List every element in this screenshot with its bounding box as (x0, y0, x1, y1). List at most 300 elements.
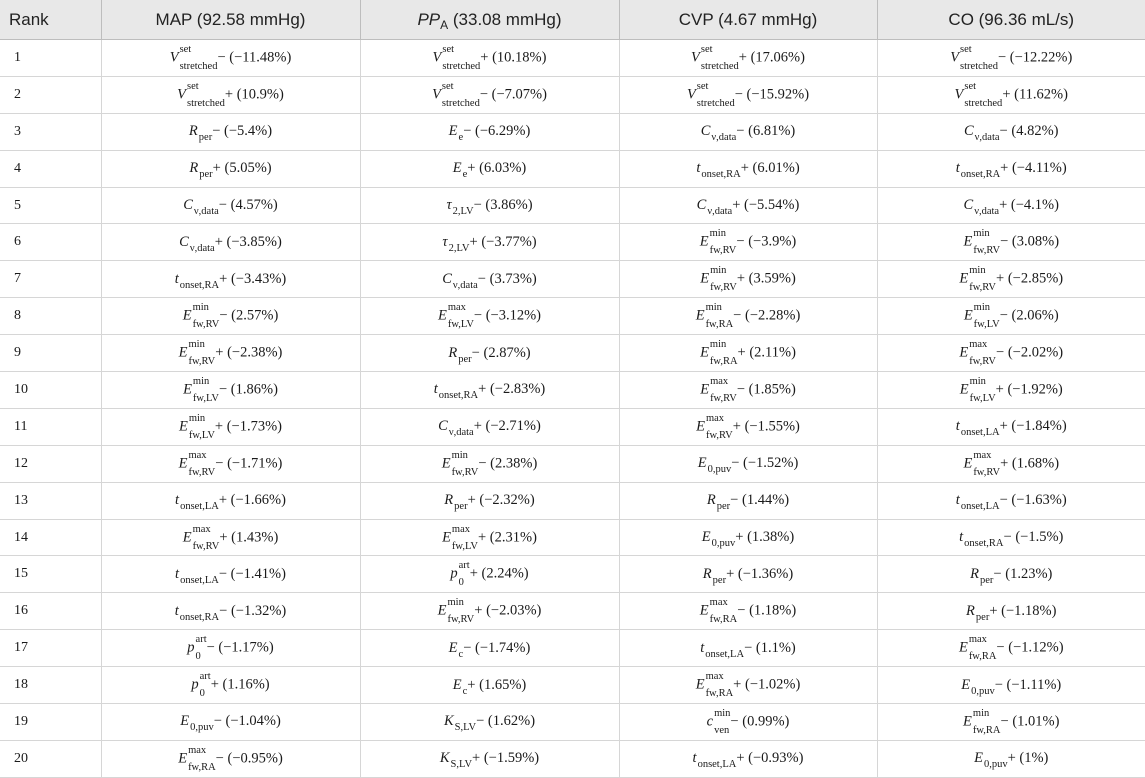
parameter-scripts (188, 339, 216, 368)
rank-cell: 6 (0, 224, 101, 261)
cell-cvp (619, 150, 877, 187)
parameter-subscript: onset,RA (960, 169, 1001, 181)
perturbation-sign: − (737, 602, 746, 619)
table-row (0, 445, 1145, 482)
table-row (0, 519, 1145, 556)
parameter-subscript: fw,RA (188, 761, 216, 773)
parameter-symbol: E (441, 455, 451, 472)
parameter-subscript: fw,LV (188, 429, 215, 441)
perturbation-sign: − (477, 270, 486, 287)
parameter-scripts (710, 375, 737, 404)
parameter-symbol: t (955, 160, 960, 177)
percent-change: (−3.77%) (481, 233, 537, 250)
perturbation-sign: − (212, 123, 221, 140)
parameter-symbol: E (958, 639, 968, 656)
perturbation-sign: − (215, 455, 224, 472)
parameter-subscript: 0,puv (707, 464, 732, 476)
percent-change: (1.18%) (749, 602, 797, 619)
parameter-subscript: per (198, 132, 213, 144)
parameter-symbol: E (442, 528, 451, 545)
parameter-subscript: fw,RV (188, 466, 216, 478)
percent-change: (−15.92%) (746, 86, 810, 103)
parameter-symbol: E (696, 418, 705, 435)
percent-change: (2.38%) (490, 455, 538, 472)
parameter-subscript: fw,RA (709, 614, 738, 626)
cell-co (877, 224, 1145, 261)
percent-change: (−2.85%) (1007, 270, 1064, 287)
cell-co (877, 261, 1145, 298)
parameter-subscript: fw,RV (192, 319, 220, 331)
parameter-superscript: min (188, 339, 205, 351)
perturbation-sign: + (732, 197, 741, 213)
parameter-subscript: stretched (179, 60, 218, 72)
parameter-superscript: max (710, 375, 729, 387)
cell-cvp (619, 187, 877, 224)
parameter-symbol: E (963, 455, 973, 472)
parameter-symbol: C (696, 197, 707, 213)
cell-co (877, 519, 1145, 556)
table-row (0, 372, 1145, 409)
percent-change: (10.9%) (236, 86, 284, 103)
percent-change: (1.43%) (231, 528, 279, 545)
cell-co (877, 667, 1145, 704)
percent-change: (−1.5%) (1015, 529, 1064, 546)
perturbation-sign: + (224, 86, 234, 103)
rank-cell: 17 (0, 630, 101, 667)
parameter-symbol: K (439, 750, 450, 767)
parameter-subscript: per (712, 574, 727, 586)
perturbation-sign: + (469, 565, 478, 582)
parameter-symbol: E (182, 307, 192, 324)
perturbation-sign: + (467, 676, 476, 693)
cell-map (101, 556, 360, 593)
percent-change: (5.05%) (224, 160, 272, 177)
table-row (0, 704, 1145, 741)
cell-map (101, 113, 360, 150)
parameter-superscript: max (973, 449, 992, 461)
cell-cvp (619, 261, 877, 298)
perturbation-sign: − (218, 197, 227, 213)
percent-change: (−4.11%) (1011, 160, 1067, 177)
cell-pp (360, 335, 619, 372)
perturbation-sign: + (996, 270, 1005, 287)
parameter-superscript: max (709, 597, 728, 609)
perturbation-sign: + (214, 418, 224, 435)
percent-change: (6.01%) (752, 160, 800, 177)
parameter-symbol: E (974, 750, 983, 767)
parameter-subscript: fw,RV (710, 392, 737, 404)
perturbation-sign: − (473, 197, 482, 213)
parameter-scripts (696, 80, 735, 109)
perturbation-sign: + (735, 529, 744, 546)
cell-map (101, 482, 360, 519)
percent-change: (1.23%) (1005, 565, 1053, 582)
parameter-superscript: min (969, 265, 986, 277)
parameter-symbol: E (437, 602, 447, 619)
table-row (0, 482, 1145, 519)
cell-co (877, 76, 1145, 113)
parameter-subscript: fw,RV (969, 282, 997, 294)
parameter-subscript: per (975, 611, 990, 623)
parameter-subscript: stretched (442, 60, 481, 72)
perturbation-sign: − (996, 639, 1005, 656)
rank-cell: 8 (0, 298, 101, 335)
cell-cvp (619, 593, 877, 630)
parameter-symbol: C (700, 123, 711, 140)
table-row (0, 667, 1145, 704)
percent-change: (1.1%) (755, 639, 796, 656)
parameter-subscript: 0,puv (711, 538, 736, 550)
parameter-symbol: K (443, 713, 454, 730)
perturbation-sign: + (467, 492, 476, 509)
parameter-symbol: c (706, 713, 714, 730)
percent-change: (1.38%) (747, 529, 795, 546)
perturbation-sign: + (212, 160, 221, 177)
parameter-symbol: t (700, 639, 705, 656)
parameter-subscript: fw,RA (972, 724, 1001, 736)
percent-change: (−1.18%) (1001, 602, 1057, 619)
parameter-subscript: per (716, 501, 731, 513)
percent-change: (−0.95%) (227, 750, 283, 767)
percent-change: (−1.71%) (227, 455, 283, 472)
perturbation-sign: − (730, 492, 739, 509)
parameter-superscript: set (442, 43, 455, 55)
parameter-superscript: max (969, 339, 988, 351)
parameter-subscript: stretched (960, 60, 998, 72)
percent-change: (−1.52%) (743, 455, 799, 472)
percent-change: (−1.36%) (737, 565, 794, 582)
perturbation-sign: − (744, 639, 753, 656)
rank-cell: 4 (0, 150, 101, 187)
parameter-symbol: E (448, 123, 458, 140)
cell-pp (360, 556, 619, 593)
parameter-symbol: t (955, 418, 960, 435)
parameter-scripts (192, 375, 219, 404)
perturbation-sign: + (218, 492, 228, 509)
table-row (0, 40, 1145, 77)
parameter-superscript: min (188, 412, 206, 424)
cell-pp (360, 482, 619, 519)
parameter-symbol: E (963, 307, 973, 324)
parameter-symbol: E (699, 602, 709, 619)
parameter-symbol: E (452, 676, 462, 693)
parameter-scripts (195, 634, 207, 663)
rank-cell: 1 (0, 40, 101, 77)
percent-change: (1.85%) (748, 381, 796, 398)
cell-pp (360, 261, 619, 298)
table-row (0, 335, 1145, 372)
cell-map (101, 187, 360, 224)
parameter-subscript: onset,LA (697, 759, 737, 771)
parameter-superscript: min (973, 302, 991, 314)
cell-pp (360, 740, 619, 777)
perturbation-sign: − (206, 639, 215, 656)
cell-co (877, 150, 1145, 187)
rank-cell: 20 (0, 740, 101, 777)
parameter-symbol: t (955, 492, 960, 509)
cell-map (101, 224, 360, 261)
parameter-scripts (973, 302, 1000, 331)
parameter-symbol: E (963, 713, 972, 730)
percent-change: (−1.11%) (1006, 676, 1062, 693)
parameter-scripts (700, 43, 739, 72)
parameter-symbol: E (959, 381, 969, 398)
percent-change: (1.62%) (487, 713, 536, 730)
table-row (0, 76, 1145, 113)
rank-cell: 19 (0, 704, 101, 741)
parameter-subscript: S,LV (450, 759, 473, 771)
parameter-scripts (705, 412, 733, 441)
parameter-scripts (969, 375, 996, 404)
parameter-symbol: p (187, 639, 195, 656)
parameter-subscript: onset,RA (179, 279, 220, 291)
cell-co (877, 704, 1145, 741)
parameter-scripts (451, 523, 478, 552)
perturbation-sign: + (214, 233, 223, 250)
parameter-subscript: 2,LV (452, 206, 474, 217)
parameter-scripts (968, 634, 997, 663)
parameter-subscript: 0,puv (971, 685, 995, 697)
table-row (0, 408, 1145, 445)
perturbation-sign: − (736, 123, 745, 140)
parameter-subscript: ν,data (448, 427, 474, 439)
percent-change: (2.31%) (489, 528, 537, 545)
parameter-subscript: fw,LV (192, 392, 219, 404)
perturbation-sign: − (994, 676, 1003, 693)
perturbation-sign: + (736, 270, 746, 287)
cell-co (877, 593, 1145, 630)
parameter-subscript: onset,RA (179, 611, 220, 623)
parameter-subscript: per (980, 574, 994, 586)
percent-change: (−1.12%) (1008, 639, 1064, 656)
parameter-symbol: E (959, 270, 969, 287)
percent-change: (6.03%) (479, 160, 527, 177)
parameter-superscript: art (458, 560, 470, 572)
perturbation-sign: − (993, 565, 1002, 582)
parameter-symbol: E (701, 529, 711, 546)
parameter-subscript: fw,RV (705, 429, 733, 441)
perturbation-sign: + (467, 160, 476, 177)
cell-co (877, 740, 1145, 777)
perturbation-sign: + (1007, 750, 1016, 767)
parameter-symbol: C (438, 418, 448, 435)
percent-change: (3.08%) (1011, 233, 1060, 250)
parameter-superscript: min (714, 707, 731, 719)
parameter-scripts (960, 43, 998, 72)
perturbation-sign: + (995, 381, 1004, 398)
parameter-symbol: C (964, 123, 974, 140)
parameter-scripts (969, 339, 997, 368)
parameter-scripts (709, 339, 738, 368)
cell-pp (360, 667, 619, 704)
parameter-subscript: S,LV (454, 722, 477, 734)
parameter-subscript: fw,RV (192, 540, 220, 552)
perturbation-sign: + (210, 676, 219, 693)
cell-cvp (619, 113, 877, 150)
perturbation-sign: + (999, 197, 1008, 213)
cell-pp (360, 113, 619, 150)
perturbation-sign: + (737, 344, 746, 361)
table-row (0, 187, 1145, 224)
parameter-symbol: V (691, 49, 700, 66)
parameter-superscript: max (705, 412, 725, 424)
parameter-scripts (973, 449, 1001, 478)
rank-cell: 16 (0, 593, 101, 630)
percent-change: (−12.22%) (1009, 49, 1073, 66)
cell-map (101, 445, 360, 482)
parameter-superscript: max (451, 523, 470, 535)
cell-co (877, 40, 1145, 77)
header-map: MAP (92.58 mmHg) (101, 0, 360, 40)
parameter-symbol: E (180, 713, 190, 730)
parameter-symbol: t (174, 270, 179, 287)
cell-co (877, 187, 1145, 224)
parameter-superscript: max (447, 302, 466, 314)
percent-change: (−1.92%) (1007, 381, 1063, 398)
cell-cvp (619, 482, 877, 519)
perturbation-sign: − (463, 639, 472, 656)
parameter-superscript: min (192, 302, 209, 314)
parameter-superscript: min (447, 597, 464, 609)
parameter-subscript: ν,data (189, 242, 215, 254)
parameter-scripts (441, 80, 480, 109)
cell-cvp (619, 740, 877, 777)
parameter-scripts (714, 707, 731, 736)
parameter-symbol: V (954, 86, 964, 103)
parameter-superscript: max (705, 671, 724, 683)
perturbation-sign: − (479, 86, 489, 103)
rank-cell: 10 (0, 372, 101, 409)
percent-change: (2.24%) (481, 565, 529, 582)
perturbation-sign: + (219, 270, 228, 287)
parameter-symbol: E (448, 639, 458, 656)
parameter-scripts (199, 671, 211, 700)
parameter-symbol: V (177, 86, 186, 103)
parameter-subscript: e (458, 132, 464, 144)
parameter-subscript: c (458, 648, 464, 660)
percent-change: (3.73%) (489, 270, 537, 287)
parameter-symbol: R (448, 344, 458, 361)
parameter-superscript: min (710, 265, 727, 277)
cell-map (101, 76, 360, 113)
perturbation-sign: − (734, 86, 743, 103)
parameter-symbol: V (950, 49, 960, 66)
table-row (0, 556, 1145, 593)
parameter-subscript: onset,RA (438, 390, 479, 402)
perturbation-sign: − (219, 602, 228, 619)
parameter-symbol: R (188, 123, 198, 140)
parameter-subscript: ν,data (711, 132, 737, 144)
percent-change: (−2.38%) (227, 344, 283, 361)
cell-cvp (619, 298, 877, 335)
parameter-subscript: onset,RA (964, 538, 1004, 550)
parameter-subscript: c (462, 685, 468, 697)
parameter-scripts (964, 80, 1003, 109)
perturbation-sign: − (999, 123, 1008, 140)
perturbation-sign: − (733, 307, 742, 324)
parameter-superscript: set (964, 80, 977, 92)
percent-change: (1.16%) (222, 676, 270, 693)
parameter-scripts (705, 302, 734, 331)
perturbation-sign: + (733, 676, 742, 693)
cell-map (101, 261, 360, 298)
parameter-symbol: R (966, 602, 975, 619)
perturbation-sign: + (473, 418, 482, 435)
header-rank: Rank (0, 0, 101, 40)
parameter-symbol: E (437, 307, 447, 324)
perturbation-sign: − (736, 381, 746, 398)
percent-change: (6.81%) (748, 123, 796, 140)
rank-cell: 18 (0, 667, 101, 704)
parameter-subscript: ν,data (707, 206, 733, 217)
parameter-subscript: stretched (964, 97, 1003, 109)
percent-change: (−5.4%) (224, 123, 273, 140)
percent-change: (−3.9%) (748, 233, 797, 250)
cell-map (101, 704, 360, 741)
perturbation-sign: + (472, 750, 481, 767)
cell-pp (360, 40, 619, 77)
perturbation-sign: − (999, 492, 1008, 509)
percent-change: (−1.73%) (226, 418, 283, 435)
cell-map (101, 593, 360, 630)
cell-map (101, 372, 360, 409)
parameter-subscript: fw,RV (973, 466, 1001, 478)
percent-change: (−3.12%) (485, 307, 542, 324)
parameter-symbol: E (697, 455, 707, 472)
parameter-symbol: E (695, 676, 705, 693)
parameter-superscript: art (195, 634, 207, 646)
cell-pp (360, 76, 619, 113)
cell-map (101, 150, 360, 187)
perturbation-sign: + (989, 602, 998, 619)
cell-co (877, 556, 1145, 593)
percent-change: (1.86%) (230, 381, 278, 398)
parameter-subscript: fw,RV (710, 282, 737, 294)
parameter-scripts (447, 302, 474, 331)
parameter-symbol: E (182, 528, 192, 545)
parameter-subscript: fw,LV (451, 540, 478, 552)
parameter-superscript: max (188, 449, 207, 461)
parameter-symbol: E (178, 344, 188, 361)
cell-pp (360, 593, 619, 630)
percent-change: (11.62%) (1014, 86, 1068, 103)
perturbation-sign: − (476, 713, 485, 730)
parameter-subscript: ν,data (974, 132, 1000, 144)
parameter-scripts (969, 265, 997, 294)
parameter-superscript: min (969, 375, 986, 387)
percent-change: (17.06%) (750, 49, 805, 66)
parameter-symbol: C (179, 233, 189, 250)
cell-pp (360, 704, 619, 741)
parameter-subscript: ν,data (193, 206, 219, 217)
percent-change: (1.65%) (479, 676, 527, 693)
perturbation-sign: + (478, 381, 487, 398)
perturbation-sign: − (1000, 233, 1009, 250)
table-row (0, 150, 1145, 187)
parameter-superscript: min (192, 375, 210, 387)
percent-change: (−0.93%) (748, 750, 804, 767)
cell-pp (360, 187, 619, 224)
parameter-scripts (179, 43, 218, 72)
parameter-subscript: onset,LA (180, 574, 219, 586)
parameter-subscript: 0 (458, 577, 464, 589)
perturbation-sign: + (219, 528, 228, 545)
parameter-scripts (973, 228, 1001, 257)
percent-change: (1%) (1019, 750, 1049, 767)
table-row (0, 113, 1145, 150)
header-row (0, 0, 1145, 40)
percent-change: (−1.32%) (230, 602, 287, 619)
